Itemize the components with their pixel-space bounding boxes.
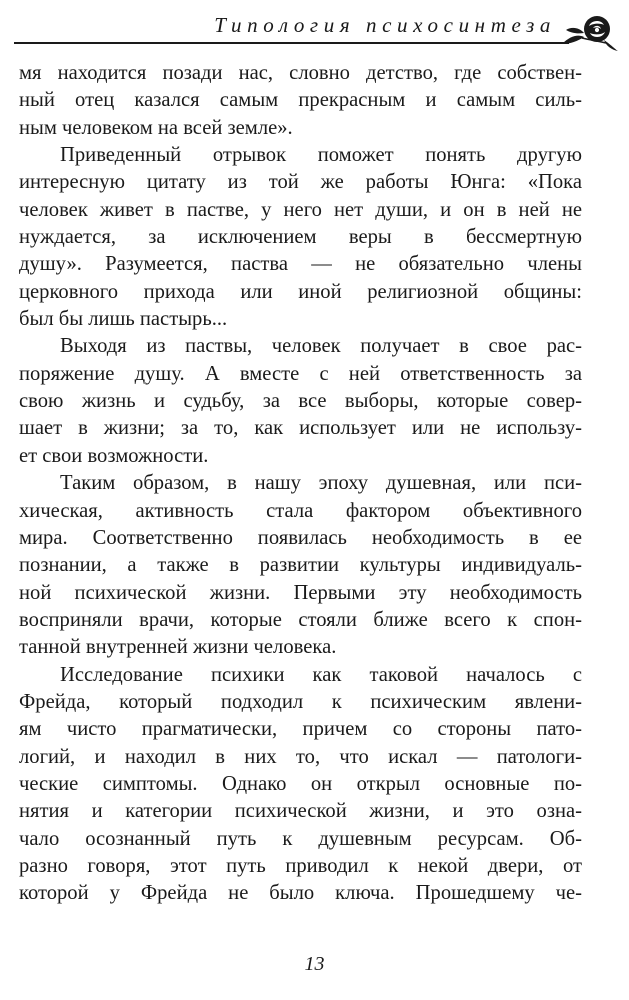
text-line: ческие симптомы. Однако он открыл основные по- [19,772,582,795]
rose-ornament-icon [560,10,620,52]
text-line: ной психической жизни. Первыми эту необходимость [19,581,582,604]
text-line: разно говоря, этот путь приводил к некой двери, от [19,854,582,877]
text-line: Приведенный отрывок поможет понять другую [60,144,582,167]
text-line: мира. Соответственно появилась необходимость в ее [19,526,582,549]
text-line: чало осознанный путь к душевным ресурсам. Об- [19,827,582,850]
paragraph [19,470,582,661]
page-number: 13 [304,953,325,975]
text-line: поряжение душу. А вместе с ней ответственность за [19,362,582,385]
text-line: которой у Фрейда не было ключа. Прошедшему че- [19,882,582,905]
paragraph [19,333,582,470]
page-header [14,6,622,52]
text-line: был бы лишь пастырь... [19,308,228,331]
paragraph [19,662,582,908]
text-line: ям чисто прагматически, причем со стороны пато- [19,718,582,741]
text-line: ным человеком на всей земле». [19,116,293,139]
text-line: нуждается, за исключением веры в бессмертную [19,226,582,249]
text-line: Фрейда, который подходил к психическим явлени- [19,690,582,713]
text-line: свою жизнь и судьбу, за все выборы, которые совер- [19,390,582,413]
text-line: нятия и категории психической жизни, и это озна- [19,800,582,823]
text-line: Исследование психики как таковой началось с [60,663,582,686]
text-line: ный отец казался самым прекрасным и самым силь- [19,89,582,112]
text-line: Выходя из паствы, человек получает в свое рас- [60,335,582,358]
text-line: логий, и находил в них то, что искал — патологи- [19,745,582,768]
header-rule [14,42,569,44]
text-line: человек живет в пастве, у него нет души, и он в ней не [19,198,582,221]
text-line: хическая, активность стала фактором объективного [19,499,582,522]
text-line: познании, а также в развитии культуры индивидуаль- [19,554,582,577]
running-head-title: Типология психосинтеза [214,13,556,37]
text-line: восприняли врачи, которые стояли ближе всего к спон- [19,608,582,631]
text-line: Таким образом, в нашу эпоху душевная, или пси- [60,472,582,495]
text-line: ет свои возможности. [19,444,209,467]
text-line: шает в жизни; за то, как использует или не использу- [19,417,582,440]
body-text [19,60,582,908]
paragraph [19,142,582,333]
text-line: душу». Разумеется, паства — не обязательно члены [19,253,582,276]
text-line: церковного прихода или иной религиозной общины: [19,280,582,303]
text-line: интересную цитату из той же работы Юнга: «Пока [19,171,582,194]
text-line: танной внутренней жизни человека. [19,636,337,659]
paragraph [19,60,582,142]
text-line: мя находится позади нас, словно детство, где собствен- [19,62,582,84]
